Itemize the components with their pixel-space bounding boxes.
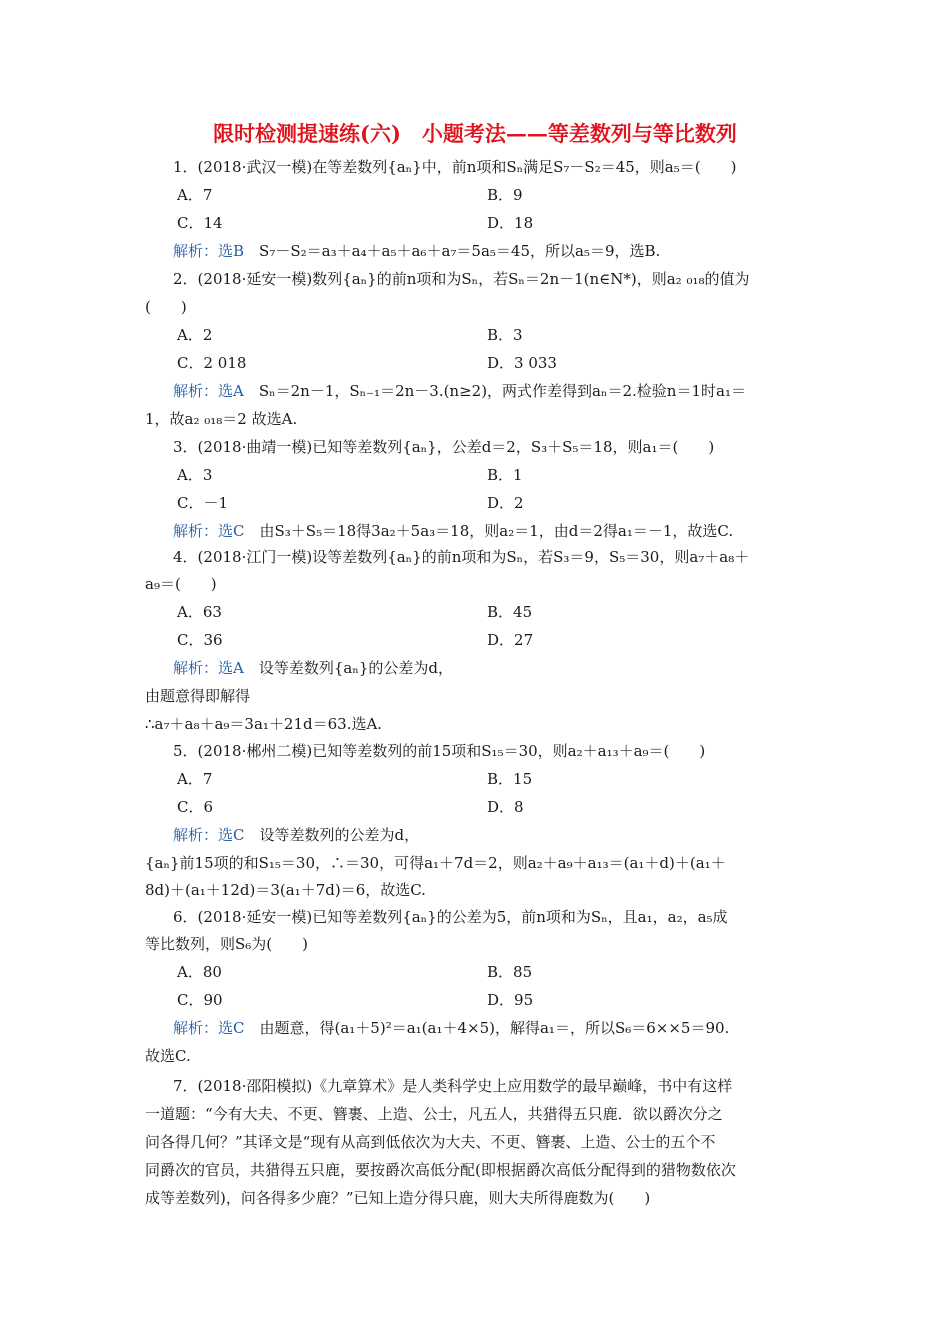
q3-solution: [173, 520, 838, 542]
q6-option-c: C．90: [177, 991, 223, 1009]
q1-option-d: D．18: [487, 214, 534, 232]
q7-line4: 同爵次的官员，共猎得五只鹿，要按爵次高低分配(即根据爵次高低分配得到的猎物数依次: [145, 1161, 736, 1179]
q5-option-d: D．8: [487, 798, 524, 816]
q5-option-a: A．7: [177, 770, 213, 788]
q6-stem-line1: 6．(2018·延安一模)已知等差数列{aₙ}的公差为5，前n项和为Sₙ，且a₁，a₂，a₅成: [173, 908, 728, 926]
q6-solution-label: 解析：选C: [173, 1019, 245, 1037]
q6-solution-line2: 故选C.: [145, 1047, 191, 1065]
q3-option-c: C．－1: [177, 494, 229, 512]
q2-option-c: C．2 018: [177, 354, 247, 372]
q1-solution-text: S₇－S₂＝a₃＋a₄＋a₅＋a₆＋a₇＝5a₅＝45，所以a₅＝9，选B.: [259, 242, 661, 260]
q3-option-a: A．3: [177, 466, 213, 484]
q4-stem-line2: a₉＝( ): [145, 575, 217, 593]
q6-solution-line1: [173, 1017, 838, 1039]
page-title: 限时检测提速练(六) 小题考法——等差数列与等比数列: [213, 121, 737, 146]
q6-stem-line2: 等比数列，则S₆为( ): [145, 935, 308, 953]
q7-line5: 成等差数列)，问各得多少鹿？”已知上造分得只鹿，则大夫所得鹿数为( ): [145, 1189, 651, 1207]
q2-solution-line1: [173, 380, 838, 402]
q4-option-b: B．45: [487, 603, 533, 621]
q5-stem: 5．(2018·郴州二模)已知等差数列的前15项和S₁₅＝30，则a₂＋a₁₃＋a₉＝( ): [173, 742, 706, 760]
q6-option-d: D．95: [487, 991, 534, 1009]
q5-solution-label: 解析：选C: [173, 826, 245, 844]
q1-option-b: B．9: [487, 186, 523, 204]
q6-option-a: A．80: [177, 963, 222, 981]
q3-stem: 3．(2018·曲靖一模)已知等差数列{aₙ}，公差d＝2，S₃＋S₅＝18，则a₁＝( ): [173, 438, 715, 456]
q7-line2: 一道题：“今有大夫、不更、簪裹、上造、公士，凡五人，共猎得五只鹿．欲以爵次分之: [145, 1105, 723, 1123]
q1-option-c: C．14: [177, 214, 223, 232]
q1-solution-label: 解析：选B: [173, 242, 245, 260]
q2-solution-line2: 1，故a₂ ₀₁₈＝2 故选A.: [145, 410, 298, 428]
q2-stem-line2: ( ): [145, 298, 187, 316]
q5-option-c: C．6: [177, 798, 214, 816]
q4-option-a: A．63: [177, 603, 222, 621]
q6-option-b: B．85: [487, 963, 533, 981]
q7-line1: 7．(2018·邵阳模拟)《九章算术》是人类科学史上应用数学的最早巅峰，书中有这样: [173, 1077, 733, 1095]
q1-stem: 1．(2018·武汉一模)在等差数列{aₙ}中，前n项和Sₙ满足S₇－S₂＝45，则a₅＝( ): [173, 158, 737, 176]
q6-solution-text1: 由题意，得(a₁＋5)²＝a₁(a₁＋4×5)，解得a₁＝，所以S₆＝6××5＝90.: [259, 1019, 730, 1037]
q2-option-b: B．3: [487, 326, 523, 344]
q4-solution-label: 解析：选A: [173, 659, 244, 677]
q2-option-d: D．3 033: [487, 354, 557, 372]
q5-option-b: B．15: [487, 770, 533, 788]
q3-solution-label: 解析：选C: [173, 522, 245, 540]
q2-stem-line1: 2．(2018·延安一模)数列{aₙ}的前n项和为Sₙ，若Sₙ＝2n－1(n∈N*)，则a₂ ₀₁₈的值为: [173, 270, 750, 288]
q5-solution-line3: 8d)＋(a₁＋12d)＝3(a₁＋7d)＝6，故选C.: [145, 881, 426, 899]
q2-option-a: A．2: [177, 326, 213, 344]
q4-option-d: D．27: [487, 631, 534, 649]
q4-solution-text1: 设等差数列{aₙ}的公差为d，: [258, 659, 453, 677]
q5-solution-line1: [173, 824, 838, 846]
q4-stem-line1: 4．(2018·江门一模)设等差数列{aₙ}的前n项和为Sₙ，若S₃＝9，S₅＝30，则a₇＋a₈＋: [173, 548, 750, 566]
q5-solution-line2: {aₙ}前15项的和S₁₅＝30，∴＝30，可得a₁＋7d＝2，则a₂＋a₉＋a₁₃＝(a₁＋d)＋(a₁＋: [145, 854, 726, 872]
q1-option-a: A．7: [177, 186, 213, 204]
q3-option-b: B．1: [487, 466, 523, 484]
q4-option-c: C．36: [177, 631, 223, 649]
q4-solution-line3: ∴a₇＋a₈＋a₉＝3a₁＋21d＝63.选A.: [145, 715, 383, 733]
q2-solution-label: 解析：选A: [173, 382, 244, 400]
q7-line3: 问各得几何？”其译文是“现有从高到低依次为大夫、不更、簪裹、上造、公士的五个不: [145, 1133, 716, 1151]
q3-solution-text: 由S₃＋S₅＝18得3a₂＋5a₃＝18，则a₂＝1，由d＝2得a₁＝－1，故选C.: [259, 522, 734, 540]
q5-solution-text1: 设等差数列的公差为d，: [259, 826, 420, 844]
q2-solution-text1: Sₙ＝2n－1，Sₙ₋₁＝2n－3.(n≥2)，两式作差得到aₙ＝2.检验n＝1时a₁＝: [258, 382, 746, 400]
q1-solution: [173, 240, 838, 262]
q4-solution-line1: [173, 657, 838, 679]
q4-solution-line2: 由题意得即解得: [145, 687, 251, 705]
q3-option-d: D．2: [487, 494, 524, 512]
